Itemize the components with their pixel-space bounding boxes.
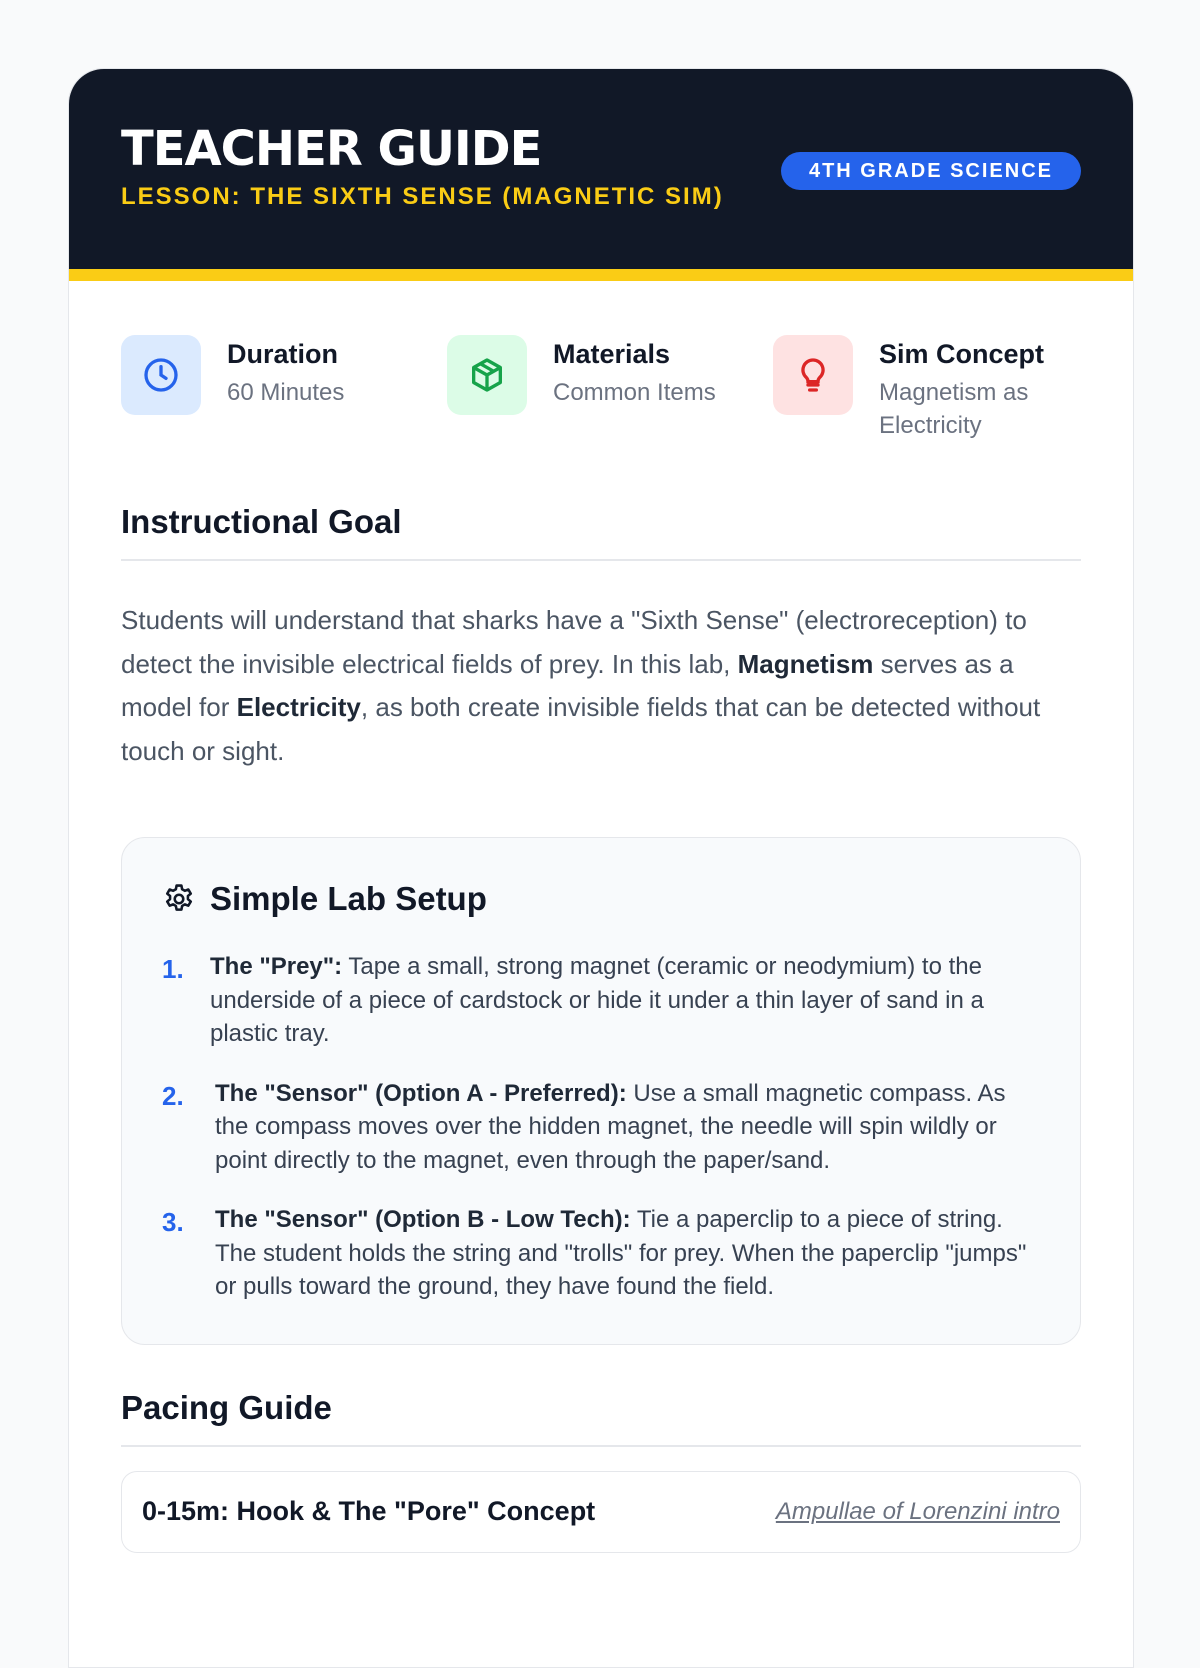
- pacing-item-title: 0-15m: Hook & The "Pore" Concept: [142, 1496, 596, 1526]
- guide-header: [69, 69, 1133, 281]
- lesson-subtitle: LESSON: THE SIXTH SENSE (MAGNETIC SIM): [121, 183, 724, 210]
- goal-text: [121, 599, 1081, 773]
- step-text: Use a small magnetic compass. As the compass moves over the hidden magnet, the needle will spin wildly or point directly to the magnet, even through the paper/sand.: [215, 1079, 1006, 1174]
- list-item: [162, 1077, 1040, 1178]
- lab-heading: [162, 880, 487, 918]
- pacing-item[interactable]: [121, 1471, 1081, 1553]
- goal-heading: Instructional Goal: [121, 503, 1081, 561]
- goal-text-part: serves as a model for: [121, 648, 1014, 722]
- step-number: 1.: [162, 954, 184, 984]
- list-item: [162, 1203, 1040, 1304]
- stat-value: Magnetism as Electricity: [879, 379, 1029, 439]
- stat-title: Sim Concept: [879, 339, 1045, 369]
- goal-text-part: , as both create invisible fields that can be detected without touch or sight.: [121, 692, 1041, 766]
- clock-icon: [121, 335, 201, 415]
- step-text: Tape a small, strong magnet (ceramic or neodymium) to the underside of a piece of cardstock or hide it under a thin layer of sand in a plastic tray.: [210, 953, 984, 1047]
- lesson-stats: [121, 335, 1081, 455]
- box-icon: [447, 335, 527, 415]
- pacing-heading: Pacing Guide: [121, 1389, 1081, 1447]
- lab-steps: [162, 950, 1040, 1330]
- stat-title: Duration: [227, 339, 338, 369]
- step-label: The "Prey":: [210, 953, 343, 980]
- teacher-guide-card: [68, 68, 1134, 1668]
- stat-value: Common Items: [553, 379, 716, 406]
- lab-heading-text: Simple Lab Setup: [210, 880, 487, 917]
- stat-title: Materials: [553, 339, 671, 369]
- step-text: Tie a paperclip to a piece of string. The student holds the string and "trolls" for prey. When the paperclip "jumps" or pulls toward the ground, they have found the field.: [215, 1206, 1027, 1300]
- lab-setup-panel: [121, 837, 1081, 1345]
- goal-bold-magnetism: Magnetism: [737, 648, 874, 679]
- list-item: [162, 950, 1040, 1051]
- stat-value: 60 Minutes: [227, 379, 345, 406]
- step-label: The "Sensor" (Option B - Low Tech):: [215, 1206, 631, 1233]
- page-title: TEACHER GUIDE: [121, 121, 542, 177]
- lightbulb-icon: [773, 335, 853, 415]
- pacing-item-link[interactable]: Ampullae of Lorenzini intro: [775, 1498, 1060, 1525]
- step-number: 2.: [162, 1080, 184, 1111]
- step-label: The "Sensor" (Option A - Preferred):: [215, 1079, 627, 1107]
- grade-badge: 4TH GRADE SCIENCE: [781, 152, 1081, 190]
- goal-bold-electricity: Electricity: [236, 692, 361, 722]
- gear-icon: [162, 882, 196, 916]
- goal-text-part: Students will understand that sharks have a "Sixth Sense" (electroreception) to detect the invisible electrical fields of prey. In this lab,: [121, 605, 1027, 679]
- step-number: 3.: [162, 1207, 184, 1237]
